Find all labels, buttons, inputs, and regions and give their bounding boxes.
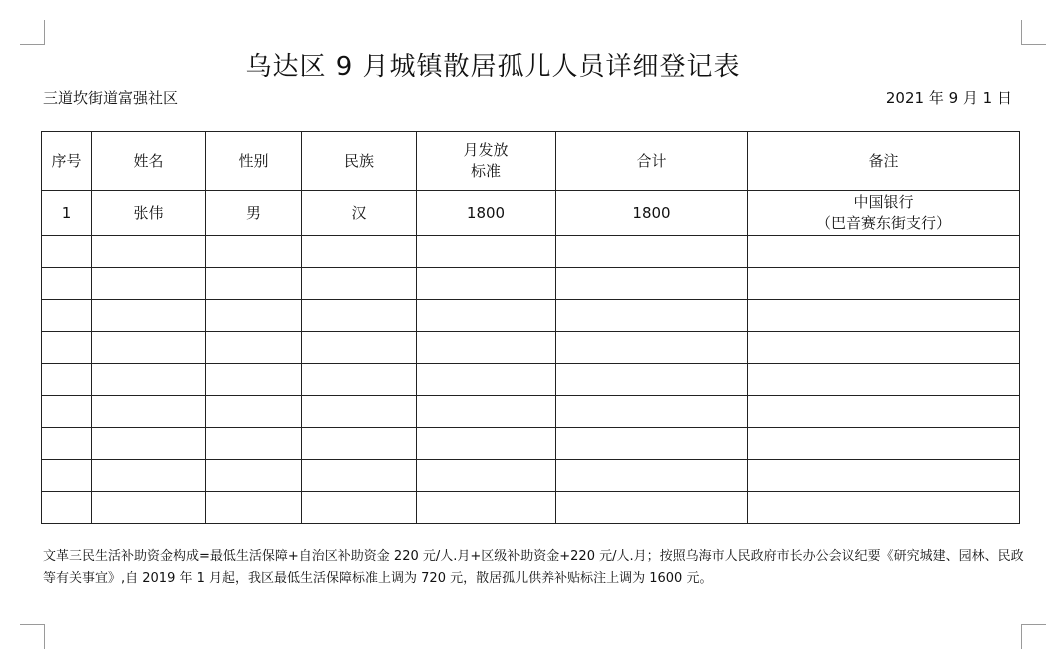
cell-ethnicity <box>302 492 417 524</box>
cell-name <box>92 236 206 268</box>
header-index: 序号 <box>42 132 92 191</box>
cell-total <box>556 428 748 460</box>
cell-remarks <box>748 396 1020 428</box>
table-row <box>42 300 1020 332</box>
cell-monthly-standard <box>417 268 556 300</box>
table-row <box>42 428 1020 460</box>
header-remarks: 备注 <box>748 132 1020 191</box>
cell-remarks: 中国银行 （巴音赛东街支行） <box>748 191 1020 236</box>
cell-remarks <box>748 428 1020 460</box>
crop-mark-top-right <box>1021 20 1046 45</box>
cell-remarks <box>748 492 1020 524</box>
table-header-row <box>42 132 1020 191</box>
cell-ethnicity <box>302 236 417 268</box>
cell-monthly-standard <box>417 236 556 268</box>
cell-index <box>42 364 92 396</box>
cell-ethnicity <box>302 396 417 428</box>
cell-index <box>42 300 92 332</box>
footnote: 文革三民生活补助资金构成=最低生活保障+自治区补助资金 220 元/人.月+区级补助资金+220 元/人.月；按照乌海市人民政府市长办公会议纪要《研究城建、园林、民政等有关事宜》,自 2019 年 1 月起，我区最低生活保障标准上调为 720 元，散居孤儿供养补贴标注上调为 1600 元。 <box>43 549 1024 586</box>
cell-name <box>92 492 206 524</box>
cell-gender <box>206 332 302 364</box>
cell-name <box>92 300 206 332</box>
document-date: 2021 年 9 月 1 日 <box>885 89 1012 107</box>
cell-monthly-standard <box>417 460 556 492</box>
cell-index <box>42 492 92 524</box>
cell-remarks <box>748 300 1020 332</box>
table-row <box>42 191 1020 236</box>
cell-total <box>556 396 748 428</box>
cell-index <box>42 236 92 268</box>
cell-name: 张伟 <box>92 191 206 236</box>
crop-mark-top-left <box>20 20 45 45</box>
cell-total: 1800 <box>556 191 748 236</box>
crop-mark-bottom-right <box>1021 624 1046 649</box>
cell-name <box>92 460 206 492</box>
cell-name <box>92 428 206 460</box>
community-name: 三道坎街道富强社区 <box>43 89 179 107</box>
cell-gender <box>206 396 302 428</box>
registration-table <box>41 131 1020 524</box>
cell-gender: 男 <box>206 191 302 236</box>
cell-index: 1 <box>42 191 92 236</box>
cell-name <box>92 396 206 428</box>
header-ethnicity: 民族 <box>302 132 417 191</box>
cell-remarks <box>748 332 1020 364</box>
cell-monthly-standard <box>417 396 556 428</box>
table-row <box>42 236 1020 268</box>
header-total: 合计 <box>556 132 748 191</box>
cell-total <box>556 460 748 492</box>
cell-remarks <box>748 236 1020 268</box>
cell-index <box>42 268 92 300</box>
header-monthly-standard: 月发放 标准 <box>417 132 556 191</box>
cell-index <box>42 428 92 460</box>
cell-total <box>556 332 748 364</box>
cell-monthly-standard <box>417 300 556 332</box>
cell-name <box>92 364 206 396</box>
cell-gender <box>206 492 302 524</box>
cell-total <box>556 268 748 300</box>
document-title: 乌达区 9 月城镇散居孤儿人员详细登记表 <box>245 52 741 82</box>
cell-monthly-standard <box>417 428 556 460</box>
cell-monthly-standard <box>417 492 556 524</box>
cell-remarks <box>748 460 1020 492</box>
cell-ethnicity <box>302 428 417 460</box>
cell-gender <box>206 428 302 460</box>
cell-monthly-standard <box>417 332 556 364</box>
cell-index <box>42 396 92 428</box>
cell-total <box>556 236 748 268</box>
cell-gender <box>206 236 302 268</box>
cell-total <box>556 300 748 332</box>
cell-total <box>556 364 748 396</box>
cell-monthly-standard: 1800 <box>417 191 556 236</box>
cell-name <box>92 268 206 300</box>
cell-index <box>42 332 92 364</box>
table-row <box>42 396 1020 428</box>
header-name: 姓名 <box>92 132 206 191</box>
cell-ethnicity <box>302 460 417 492</box>
cell-remarks <box>748 364 1020 396</box>
cell-ethnicity <box>302 332 417 364</box>
cell-name <box>92 332 206 364</box>
table-row <box>42 332 1020 364</box>
crop-mark-bottom-left <box>20 624 45 649</box>
table-row <box>42 268 1020 300</box>
cell-gender <box>206 268 302 300</box>
cell-ethnicity: 汉 <box>302 191 417 236</box>
cell-remarks <box>748 268 1020 300</box>
cell-gender <box>206 364 302 396</box>
table-row <box>42 460 1020 492</box>
cell-gender <box>206 300 302 332</box>
table-row <box>42 364 1020 396</box>
cell-ethnicity <box>302 268 417 300</box>
cell-monthly-standard <box>417 364 556 396</box>
cell-ethnicity <box>302 364 417 396</box>
cell-total <box>556 492 748 524</box>
header-gender: 性别 <box>206 132 302 191</box>
cell-gender <box>206 460 302 492</box>
cell-ethnicity <box>302 300 417 332</box>
table-row <box>42 492 1020 524</box>
cell-index <box>42 460 92 492</box>
